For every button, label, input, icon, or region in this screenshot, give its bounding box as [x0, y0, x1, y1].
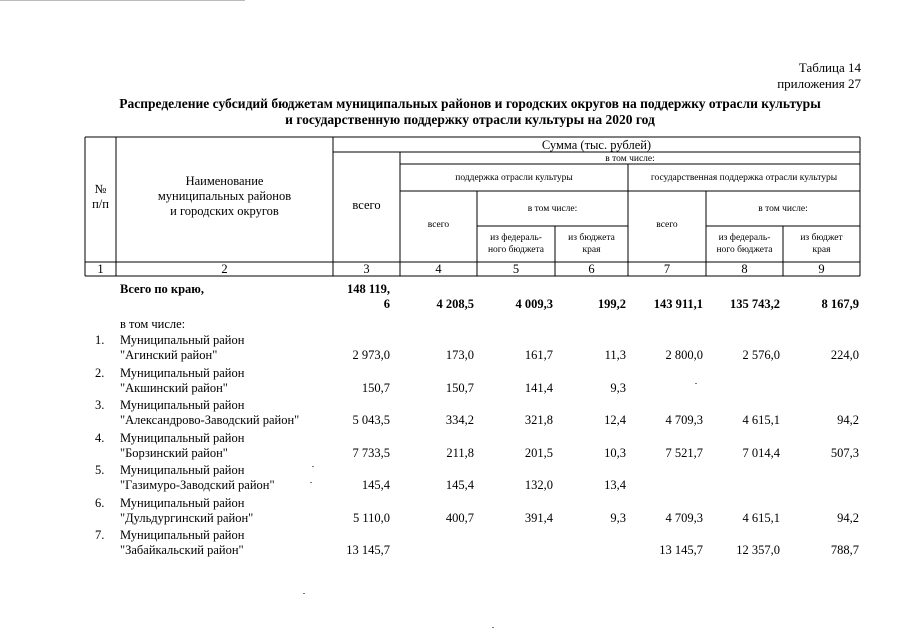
state-support-header: государственная поддержка отрасли культуры — [650, 173, 838, 183]
row-name-line2: "Акшинский район" — [120, 380, 228, 395]
index-cell: 1 — [97, 262, 104, 276]
index-cell: 9 — [818, 262, 825, 276]
row-number: 7. — [95, 528, 105, 542]
scan-speck — [492, 627, 494, 628]
row-state-krai: 94,2 — [837, 510, 859, 525]
total-row-state-federal: 135 743,2 — [730, 297, 780, 311]
row-value-total: 150,7 — [361, 380, 390, 395]
table-number-block — [777, 60, 861, 92]
row-name-line2: "Дульдургинский район" — [120, 510, 254, 525]
row-support-total: 400,7 — [445, 510, 474, 525]
row-support-federal: 141,4 — [524, 380, 553, 395]
row-state-total: 13 145,7 — [659, 543, 703, 557]
row-name-line2: "Забайкальский район" — [120, 543, 244, 557]
row-support-federal: 201,5 — [524, 445, 553, 460]
appendix-number: приложения 27 — [777, 76, 861, 91]
total-row-state-total: 143 911,1 — [653, 297, 703, 311]
row-name-line2: "Газимуро-Заводский район" — [120, 478, 275, 492]
support-krai-header: из бюджета края — [568, 233, 615, 255]
support-of-which-header: в том числе: — [527, 204, 578, 214]
row-support-krai: 13,4 — [604, 478, 626, 492]
row-state-federal: 2 576,0 — [742, 348, 780, 362]
index-cell: 7 — [663, 262, 671, 276]
row-support-total: 145,4 — [445, 478, 474, 492]
row-state-total: 4 709,3 — [665, 413, 703, 427]
title-line-2: и государственную поддержку отрасли культуры на 2020 год — [285, 112, 655, 127]
row-state-total: 2 800,0 — [665, 348, 703, 362]
row-name-line1: Муниципальный район — [120, 463, 245, 477]
row-value-total: 13 145,7 — [346, 543, 390, 557]
row-state-federal: 7 014,4 — [742, 445, 780, 460]
index-cell: 3 — [363, 262, 370, 276]
row-support-federal: 161,7 — [524, 348, 553, 362]
row-support-total: 150,7 — [445, 380, 474, 395]
table-number: Таблица 14 — [798, 60, 861, 75]
index-cell: 2 — [221, 262, 228, 276]
row-number: 2. — [95, 365, 105, 380]
total-row-support-krai: 199,2 — [597, 297, 626, 311]
row-support-total: 334,2 — [445, 413, 474, 427]
row-value-total: 5 043,5 — [352, 413, 390, 427]
row-state-federal: 4 615,1 — [742, 510, 780, 525]
column-name-header: Наименование муниципальных районов и городских округов — [157, 174, 292, 218]
culture-support-header: поддержка отрасли культуры — [455, 173, 573, 183]
row-support-krai: 9,3 — [610, 510, 626, 525]
scan-edge-line — [0, 0, 245, 1]
state-federal-header: из федераль- ного бюджета — [716, 233, 773, 255]
scan-speck — [312, 466, 314, 467]
row-support-krai: 9,3 — [610, 380, 626, 395]
column-sum-header: Сумма (тыс. рублей) — [541, 138, 652, 152]
column-number-header: № п/п — [92, 182, 109, 211]
index-cell: 6 — [588, 262, 595, 276]
index-cell: 5 — [512, 262, 520, 276]
row-number: 5. — [95, 463, 105, 477]
row-support-krai: 10,3 — [604, 445, 626, 460]
row-name-line1: Муниципальный район — [120, 528, 245, 542]
row-value-total: 5 110,0 — [352, 510, 390, 525]
row-support-federal: 321,8 — [524, 413, 553, 427]
total-row-value-b: 6 — [383, 297, 390, 311]
total-row-state-krai: 8 167,9 — [821, 297, 859, 311]
row-name-line1: Муниципальный район — [120, 365, 245, 380]
row-state-krai: 94,2 — [837, 413, 859, 427]
scan-speck — [303, 593, 305, 594]
index-cell: 4 — [435, 262, 442, 276]
row-support-total: 173,0 — [445, 348, 474, 362]
state-of-which-header: в том числе: — [758, 204, 808, 214]
row-number: 6. — [95, 495, 105, 510]
row-name-line1: Муниципальный район — [120, 495, 245, 510]
title-line-1: Распределение субсидий бюджетам муниципальных районов и городских округов на поддержку отрасли культуры — [119, 96, 821, 111]
total-row-support-total: 4 208,5 — [436, 297, 474, 311]
row-name-line2: "Александрово-Заводский район" — [120, 413, 300, 427]
document-title — [40, 96, 900, 128]
in-that-label: в том числе: — [120, 317, 186, 331]
of-which-header: в том числе: — [605, 154, 655, 164]
row-number: 4. — [95, 430, 105, 445]
row-value-total: 145,4 — [361, 478, 390, 492]
total-row-label: Всего по краю, — [120, 282, 204, 296]
row-support-krai: 12,4 — [604, 413, 626, 427]
row-value-total: 7 733,5 — [352, 445, 390, 460]
support-federal-header: из федераль- ного бюджета — [487, 233, 545, 255]
row-support-krai: 11,3 — [604, 348, 626, 362]
state-total-header: всего — [656, 220, 678, 230]
column-total-header: всего — [352, 198, 381, 212]
row-state-total: 7 521,7 — [665, 445, 703, 460]
row-state-federal: 4 615,1 — [742, 413, 780, 427]
row-support-total: 211,8 — [446, 445, 474, 460]
row-number: 1. — [95, 333, 105, 347]
row-state-krai: 224,0 — [830, 348, 859, 362]
row-name-line1: Муниципальный район — [120, 398, 245, 412]
scan-speck — [695, 383, 697, 384]
row-support-federal: 132,0 — [524, 478, 553, 492]
row-name-line1: Муниципальный район — [120, 333, 245, 347]
index-cell: 8 — [741, 262, 748, 276]
scan-speck — [310, 482, 312, 483]
row-value-total: 2 973,0 — [352, 348, 390, 362]
state-krai-header: из бюджет края — [800, 233, 843, 255]
support-total-header: всего — [427, 220, 450, 230]
row-state-krai: 507,3 — [830, 445, 859, 460]
row-state-total: 4 709,3 — [665, 510, 703, 525]
row-name-line2: "Агинский район" — [120, 348, 218, 362]
total-row-value-a: 148 119, — [346, 282, 390, 296]
row-name-line1: Муниципальный район — [120, 430, 245, 445]
row-number: 3. — [95, 398, 105, 412]
row-name-line2: "Борзинский район" — [120, 445, 228, 460]
row-state-federal: 12 357,0 — [736, 543, 780, 557]
total-row-support-federal: 4 009,3 — [515, 297, 553, 311]
row-state-krai: 788,7 — [830, 543, 859, 557]
row-support-federal: 391,4 — [524, 510, 553, 525]
